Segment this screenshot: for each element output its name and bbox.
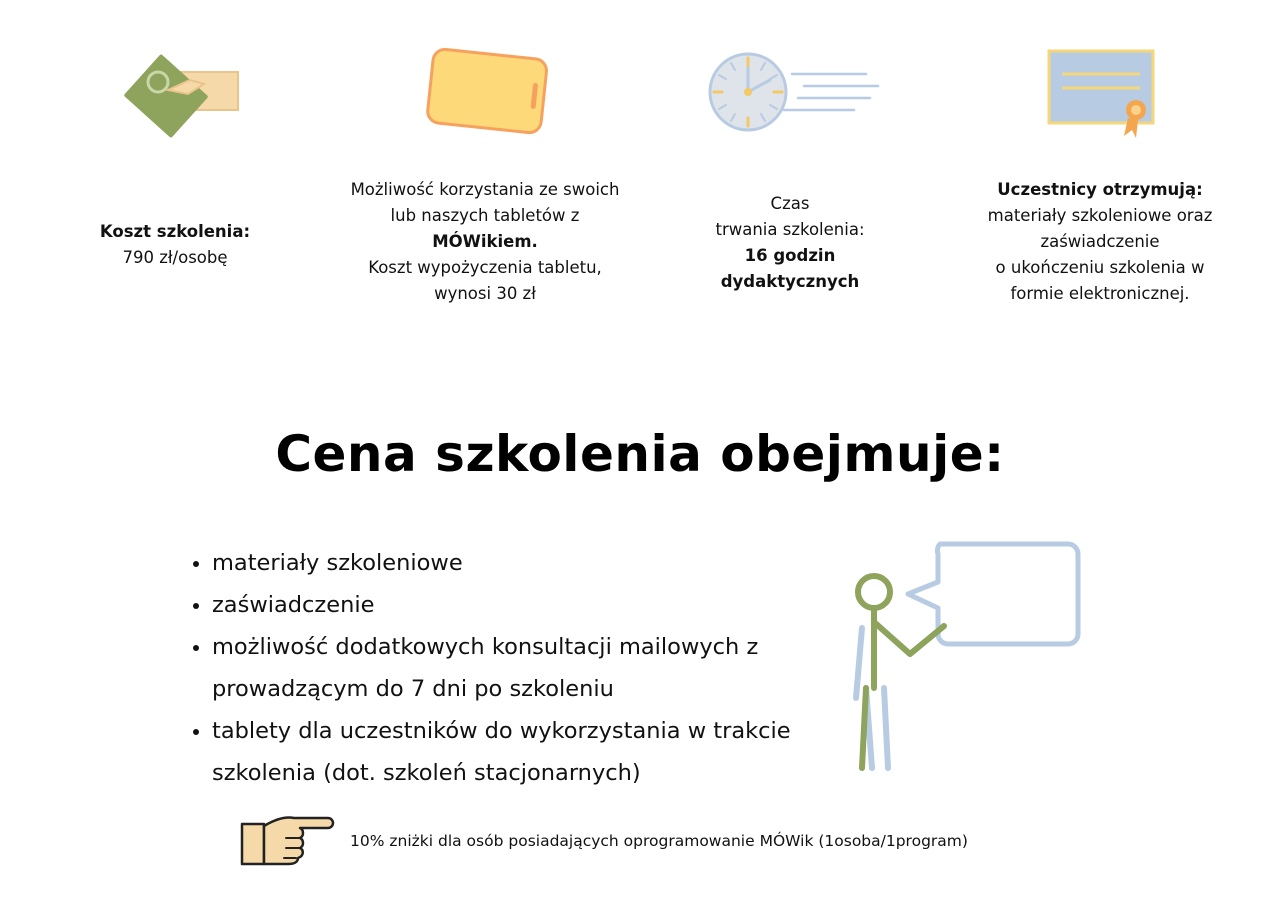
participants-line1: Uczestnicy otrzymują:	[997, 180, 1203, 199]
certificate-icon	[1046, 48, 1160, 144]
money-hand-icon	[118, 50, 243, 146]
list-item: • możliwość dodatkowych konsultacji mailowych z prowadzącym do 7 dni po szkoleniu	[212, 626, 832, 710]
duration-line2: trwania szkolenia:	[715, 220, 865, 239]
list-item: • zaświadczenie	[212, 584, 832, 626]
page-title: Cena szkolenia obejmuje:	[275, 425, 1005, 483]
list-item: • tablety dla uczestników do wykorzystania w trakcie szkolenia (dot. szkoleń stacjonarnych)	[212, 710, 832, 794]
cost-info	[70, 219, 280, 271]
pointing-hand-icon	[238, 812, 336, 872]
list-item: • materiały szkoleniowe	[212, 542, 832, 584]
tablets-line2: lub naszych tabletów z	[390, 206, 580, 225]
includes-list	[178, 542, 832, 794]
teacher-icon	[846, 538, 1086, 778]
duration-line1: Czas	[770, 194, 810, 213]
cost-title: Koszt szkolenia:	[99, 222, 251, 241]
participants-line2: materiały szkoleniowe oraz	[987, 206, 1213, 225]
duration-info	[695, 191, 885, 295]
tablets-line4: Koszt wypożyczenia tabletu,	[368, 258, 602, 277]
participants-info	[965, 177, 1235, 307]
participants-line4: o ukończeniu szkolenia w	[995, 258, 1205, 277]
tablets-info	[330, 177, 640, 307]
tablets-line3: MÓWikiem.	[432, 232, 538, 251]
participants-line5: formie elektronicznej.	[1010, 284, 1190, 303]
duration-line4: dydaktycznych	[720, 272, 860, 291]
tablets-line1: Możliwość korzystania ze swoich	[350, 180, 620, 199]
duration-line3: 16 godzin	[744, 246, 836, 265]
tablets-line5: wynosi 30 zł	[434, 284, 536, 303]
participants-line3: zaświadczenie	[1040, 232, 1160, 251]
tablet-icon	[420, 42, 554, 146]
discount-note: 10% zniżki dla osób posiadających oprogramowanie MÓWik (1osoba/1program)	[350, 832, 968, 850]
clock-icon	[704, 48, 884, 144]
cost-value: 790 zł/osobę	[122, 248, 228, 267]
